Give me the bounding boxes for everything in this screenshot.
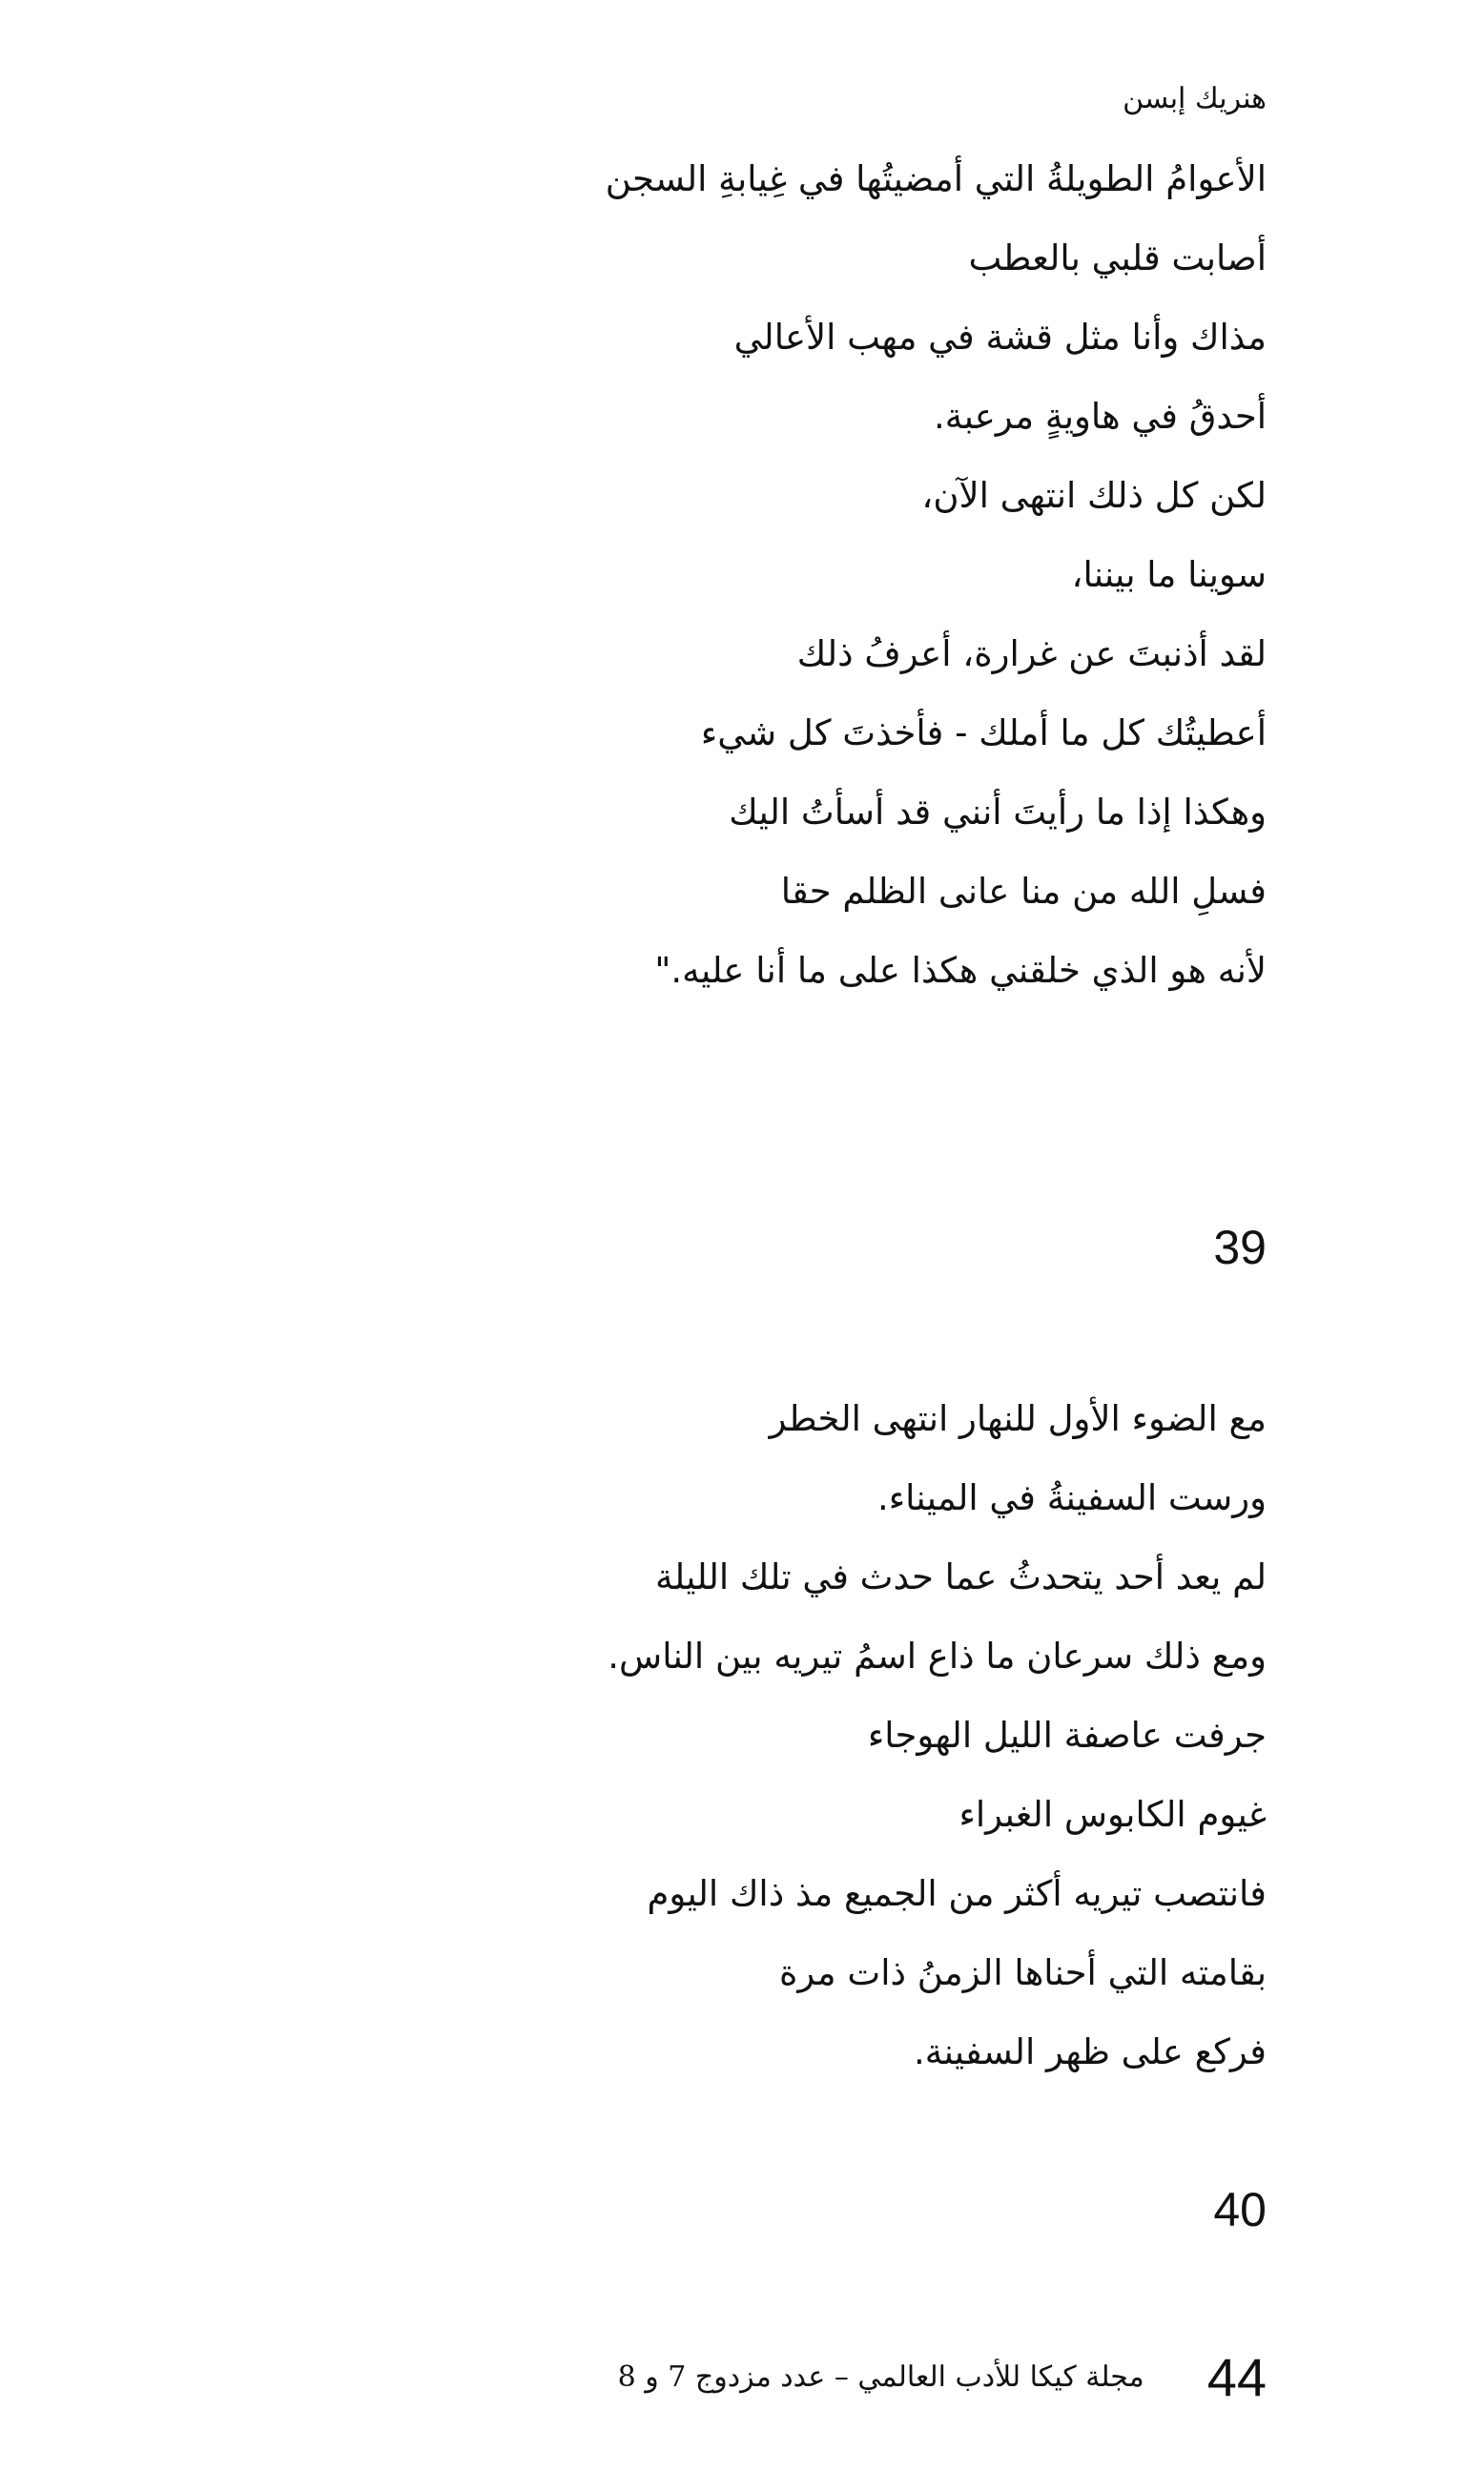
poem-stanza [606,139,1267,1010]
poem-line: غيوم الكابوس الغبراء [958,1794,1267,1835]
poem-line: فركع على ظهر السفينة. [914,2031,1267,2072]
poem-line: لكن كل ذلك انتهى الآن، [921,475,1267,516]
poem-line: سوينا ما بيننا، [1071,554,1267,595]
poem-line: أصابت قلبي بالعطب [968,237,1267,278]
poem-line: جرفت عاصفة الليل الهوجاء [867,1715,1267,1756]
section-number: 39 [1213,1221,1267,1274]
poem-line: مذاك وأنا مثل قشة في مهب الأعالي [733,317,1267,358]
running-head-author: هنريك إبسن [1123,82,1267,115]
poem-line: أحدقُ في هاويةٍ مرعبة. [934,396,1267,437]
poem-line: لم يعد أحد يتحدثُ عما حدث في تلك الليلة [655,1556,1267,1597]
journal-title: مجلة كيكا للأدب العالمي – عدد مزدوج 7 و 8 [617,2359,1144,2394]
poem-line: فانتصب تيريه أكثر من الجميع مذ ذاك اليوم [647,1873,1267,1914]
poem-line: أعطيتُك كل ما أملك - فأخذتَ كل شيء [700,712,1267,753]
poem-stanza [608,1379,1267,2091]
poem-line: ومع ذلك سرعان ما ذاع اسمُ تيريه بين الناس. [608,1636,1267,1677]
section-number: 40 [1213,2183,1267,2236]
poem-line: بقامته التي أحناها الزمنُ ذات مرة [778,1952,1267,1993]
page-number: 44 [1206,2346,1267,2407]
poem-line: فسلِ الله من منا عانى الظلم حقا [780,871,1267,912]
poem-line: لقد أذنبتَ عن غرارة، أعرفُ ذلك [796,633,1267,674]
poem-line: لأنه هو الذي خلقني هكذا على ما أنا عليه." [654,950,1267,991]
poem-line: ورست السفينةُ في الميناء. [876,1477,1267,1518]
poem-line: مع الضوء الأول للنهار انتهى الخطر [769,1398,1267,1439]
poem-line: الأعوامُ الطويلةُ التي أمضيتُها في غِيابةِ السجن [605,158,1267,199]
page-footer [618,2338,1267,2415]
poem-line: وهكذا إذا ما رأيتَ أنني قد أسأتُ اليك [729,792,1267,833]
